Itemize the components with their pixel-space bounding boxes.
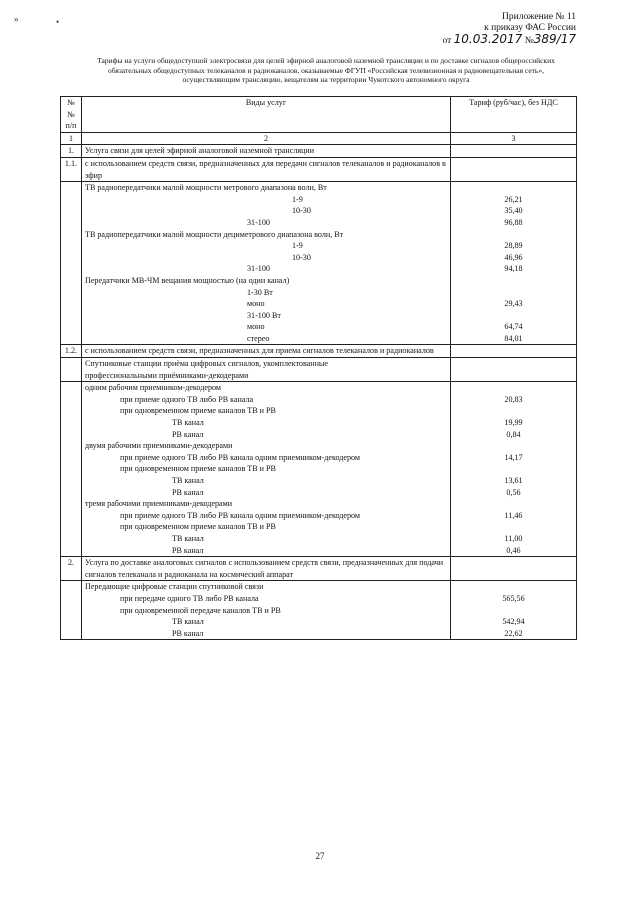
row-value: 35,40 [451, 205, 577, 217]
row-value: 14,17 [451, 452, 577, 464]
table-row [61, 429, 577, 441]
row-value [451, 275, 577, 287]
table-row [61, 157, 577, 181]
row-label: стерео [82, 333, 451, 345]
table-header-row [61, 97, 577, 133]
row-value [451, 182, 577, 194]
row-label: тремя рабочими приемниками-декодерами [82, 498, 451, 510]
row-label: 1-30 Вт [82, 287, 451, 299]
row-label: 10-30 [82, 205, 451, 217]
row-value: 96,88 [451, 217, 577, 229]
row-value [451, 310, 577, 322]
row-value [451, 145, 577, 158]
row-value [451, 345, 577, 358]
row-number [61, 275, 82, 287]
table-row [61, 616, 577, 628]
row-number [61, 358, 82, 370]
row-number [61, 240, 82, 252]
table-row [61, 370, 577, 382]
table-row [61, 628, 577, 640]
table-row [61, 545, 577, 557]
row-number [61, 498, 82, 510]
table-body [61, 145, 577, 640]
table-row [61, 521, 577, 533]
row-value: 28,89 [451, 240, 577, 252]
date-prefix: от [442, 36, 452, 46]
row-value [451, 440, 577, 452]
row-number [61, 217, 82, 229]
row-label: при одновременном приеме каналов ТВ и РВ [82, 521, 451, 533]
row-value: 565,56 [451, 593, 577, 605]
row-number [61, 287, 82, 299]
row-label: профессиональными приёмниками-декодерами [82, 370, 451, 382]
row-number: 1.2. [61, 345, 82, 358]
row-value: 22,62 [451, 628, 577, 640]
row-label: ТВ канал [82, 616, 451, 628]
row-value: 11,46 [451, 510, 577, 522]
table-row [61, 298, 577, 310]
row-label: ТВ канал [82, 533, 451, 545]
table-row [61, 557, 577, 581]
row-number [61, 321, 82, 333]
table-row [61, 333, 577, 345]
table-row [61, 358, 577, 370]
row-label: при приеме одного ТВ либо РВ канала одним приемником-декодером [82, 510, 451, 522]
row-number [61, 628, 82, 640]
appendix-title: Приложение № 11 [502, 12, 576, 22]
row-value [451, 382, 577, 394]
row-label: моно [82, 321, 451, 333]
table-row [61, 263, 577, 275]
row-value: 0,56 [451, 487, 577, 499]
row-value [451, 405, 577, 417]
table-row [61, 487, 577, 499]
row-value [451, 521, 577, 533]
table-row [61, 287, 577, 299]
row-label: при приеме одного ТВ либо РВ канала [82, 394, 451, 406]
row-label: двумя рабочими приемниками-декодерами [82, 440, 451, 452]
row-value [451, 287, 577, 299]
table-row [61, 510, 577, 522]
row-value [451, 229, 577, 241]
row-number [61, 263, 82, 275]
row-label: 31-100 [82, 217, 451, 229]
col-number-2: 2 [82, 132, 451, 145]
row-label: Услуга по доставке аналоговых сигналов с использованием средств связи, предназначенных для подачи сигналов телеканала и радиоканала на космический аппарат [82, 557, 451, 581]
header-service: Виды услуг [82, 97, 451, 133]
row-value [451, 557, 577, 581]
row-value: 94,18 [451, 263, 577, 275]
row-number [61, 229, 82, 241]
row-value: 46,96 [451, 252, 577, 264]
row-label: с использованием средств связи, предназначенных для передачи сигналов телеканалов и радиоканалов в эфир [82, 157, 451, 181]
table-row [61, 205, 577, 217]
table-row [61, 463, 577, 475]
row-label: с использованием средств связи, предназначенных для приема сигналов телеканалов и радиоканалов [82, 345, 451, 358]
table-row [61, 533, 577, 545]
row-value: 11,00 [451, 533, 577, 545]
header-number: №№ п/п [61, 97, 82, 133]
table-row [61, 394, 577, 406]
row-number [61, 382, 82, 394]
row-number [61, 475, 82, 487]
table-row [61, 229, 577, 241]
table-row [61, 240, 577, 252]
row-value: 29,43 [451, 298, 577, 310]
row-label: РВ канал [82, 487, 451, 499]
table-row [61, 382, 577, 394]
row-number [61, 605, 82, 617]
row-label: ТВ канал [82, 475, 451, 487]
number-value: 389/17 [533, 32, 576, 46]
row-value: 19,99 [451, 417, 577, 429]
header-tariff: Тариф (руб/час), без НДС [451, 97, 577, 133]
table-row [61, 345, 577, 358]
row-label: при одновременном приеме каналов ТВ и РВ [82, 405, 451, 417]
table-row [61, 182, 577, 194]
row-label: при одновременном приеме каналов ТВ и РВ [82, 463, 451, 475]
row-label: моно [82, 298, 451, 310]
table-row [61, 417, 577, 429]
table-row [61, 605, 577, 617]
row-label: РВ канал [82, 628, 451, 640]
date-value: 10.03.2017 [453, 32, 523, 46]
table-row [61, 252, 577, 264]
table-row [61, 217, 577, 229]
appendix-date-line [442, 34, 576, 47]
appendix-header [442, 12, 576, 47]
row-number [61, 194, 82, 206]
number-prefix: № [524, 36, 534, 46]
document-intro: Тарифы на услуги общедоступной электросвязи для целей эфирной аналоговой наземной трансляции и по доставке сигналов общероссийских обязательных общедоступных телеканалов и радиоканалов, оказываемые ФГУП «Российская телевизионная и радиовещательная сеть», осуществляющим трансляцию, вещателям на территории Чукотского автономного округа [97, 56, 555, 84]
row-value [451, 157, 577, 181]
table-row [61, 194, 577, 206]
row-label: РВ канал [82, 545, 451, 557]
row-number [61, 533, 82, 545]
col-number-1: 1 [61, 132, 82, 145]
row-label: 1-9 [82, 240, 451, 252]
appendix-order: к приказу ФАС России [484, 23, 576, 33]
row-number [61, 440, 82, 452]
table-row [61, 475, 577, 487]
row-number [61, 545, 82, 557]
table-row [61, 440, 577, 452]
page-number: 27 [315, 851, 325, 861]
table-column-numbers [61, 132, 577, 145]
table-row [61, 405, 577, 417]
row-number [61, 182, 82, 194]
row-number [61, 593, 82, 605]
row-value: 64,74 [451, 321, 577, 333]
row-value: 542,94 [451, 616, 577, 628]
row-number [61, 333, 82, 345]
row-value [451, 605, 577, 617]
row-label: ТВ канал [82, 417, 451, 429]
row-number [61, 298, 82, 310]
table-row [61, 275, 577, 287]
row-label: одним рабочим приемником-декодером [82, 382, 451, 394]
row-label: 31-100 [82, 263, 451, 275]
row-number: 1.1. [61, 157, 82, 181]
row-number: 2. [61, 557, 82, 581]
row-number [61, 510, 82, 522]
row-label: Передатчики МВ-ЧМ вещания мощностью (на один канал) [82, 275, 451, 287]
row-label: РВ канал [82, 429, 451, 441]
row-number [61, 310, 82, 322]
table-row [61, 593, 577, 605]
row-label: при передаче одного ТВ либо РВ канала [82, 593, 451, 605]
corner-mark-dot: • [56, 17, 60, 27]
row-label: Спутниковые станции приёма цифровых сигналов, укомплектованные [82, 358, 451, 370]
row-number [61, 616, 82, 628]
row-number [61, 394, 82, 406]
row-value: 20,83 [451, 394, 577, 406]
row-value: 26,21 [451, 194, 577, 206]
row-value [451, 463, 577, 475]
row-number [61, 205, 82, 217]
row-number [61, 521, 82, 533]
row-value [451, 358, 577, 370]
row-label: ТВ радиопередатчики малой мощности метрового диапазона волн, Вт [82, 182, 451, 194]
row-number [61, 487, 82, 499]
table-row [61, 145, 577, 158]
row-number [61, 252, 82, 264]
col-number-3: 3 [451, 132, 577, 145]
tariff-table [60, 96, 577, 640]
row-label: Передающие цифровые станции спутниковой связи [82, 581, 451, 593]
row-label: 1-9 [82, 194, 451, 206]
row-value [451, 581, 577, 593]
table-row [61, 498, 577, 510]
row-label: ТВ радиопередатчики малой мощности дециметрового диапазона волн, Вт [82, 229, 451, 241]
row-label: 31-100 Вт [82, 310, 451, 322]
row-label: 10-30 [82, 252, 451, 264]
row-label: при приеме одного ТВ либо РВ канала одним приемником-декодером [82, 452, 451, 464]
row-value: 0,84 [451, 429, 577, 441]
table-row [61, 581, 577, 593]
row-number: 1. [61, 145, 82, 158]
corner-mark-left: » [14, 14, 19, 24]
table-row [61, 452, 577, 464]
row-label: Услуга связи для целей эфирной аналоговой наземной трансляции [82, 145, 451, 158]
row-value: 13,61 [451, 475, 577, 487]
row-number [61, 429, 82, 441]
row-value: 84,01 [451, 333, 577, 345]
row-value [451, 498, 577, 510]
row-number [61, 417, 82, 429]
row-number [61, 452, 82, 464]
row-label: при одновременной передаче каналов ТВ и РВ [82, 605, 451, 617]
table-row [61, 321, 577, 333]
row-value [451, 370, 577, 382]
row-number [61, 463, 82, 475]
row-value: 0,46 [451, 545, 577, 557]
row-number [61, 370, 82, 382]
row-number [61, 581, 82, 593]
row-number [61, 405, 82, 417]
table-row [61, 310, 577, 322]
